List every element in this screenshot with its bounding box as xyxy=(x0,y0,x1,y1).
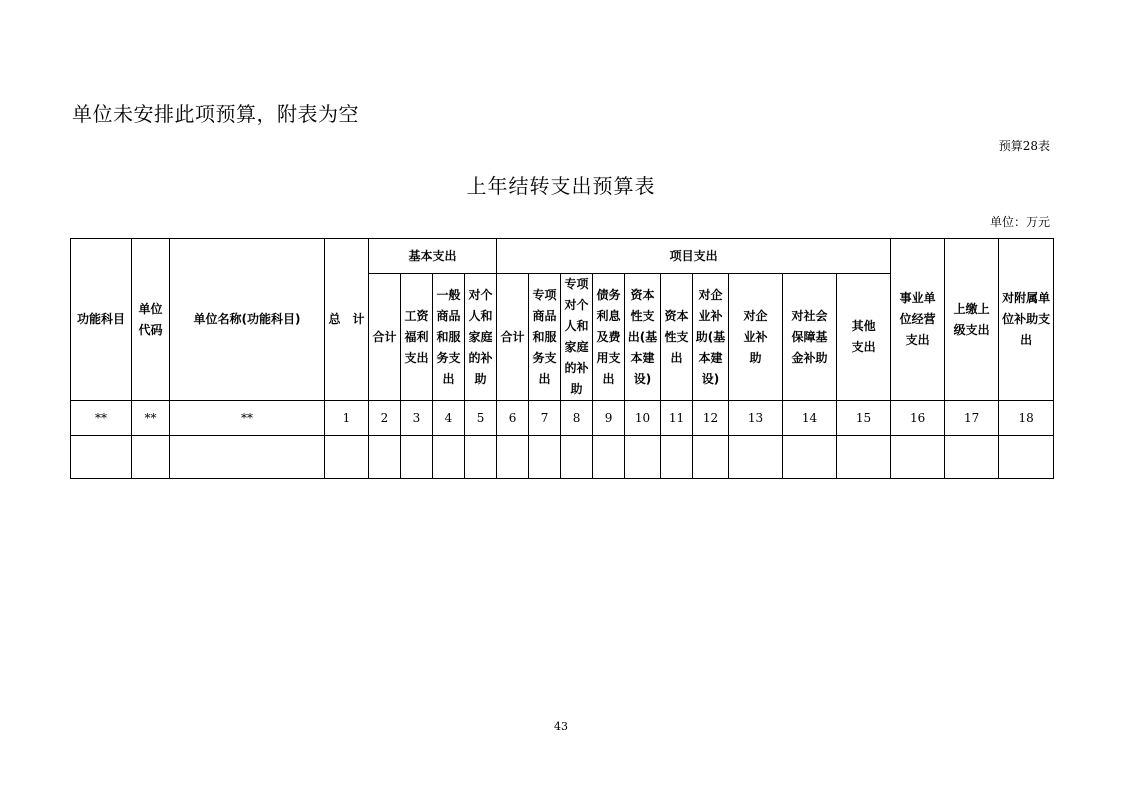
header-basic-household-subsidy: 对个人和家庭的补助 xyxy=(465,274,497,401)
header-project-social-security: 对社会保障基金补助 xyxy=(783,274,837,401)
index-col-6: 6 xyxy=(497,401,529,436)
form-number: 预算28表 xyxy=(998,139,1050,153)
index-col-16: 16 xyxy=(891,401,945,436)
index-col-14: 14 xyxy=(783,401,837,436)
index-col-2: 2 xyxy=(369,401,401,436)
index-col-3: 3 xyxy=(401,401,433,436)
index-col-12: 12 xyxy=(693,401,729,436)
carryover-budget-table xyxy=(70,238,1054,479)
header-total: 总 计 xyxy=(325,239,369,401)
index-col-15: 15 xyxy=(837,401,891,436)
header-superior-payment: 上缴上级支出 xyxy=(945,239,999,401)
header-project-other: 其他支出 xyxy=(837,274,891,401)
index-code: ** xyxy=(132,401,170,436)
header-basic-expenditure: 基本支出 xyxy=(369,239,497,274)
header-basic-wages: 工资福利支出 xyxy=(401,274,433,401)
index-col-5: 5 xyxy=(465,401,497,436)
index-col-7: 7 xyxy=(529,401,561,436)
header-project-debt-interest: 债务利息及费用支出 xyxy=(593,274,625,401)
header-project-enterprise-construction: 对企业补助(基本建设) xyxy=(693,274,729,401)
index-col-4: 4 xyxy=(433,401,465,436)
index-col-13: 13 xyxy=(729,401,783,436)
header-unit-code: 单位代码 xyxy=(132,239,170,401)
header-project-capital: 资本性支出 xyxy=(661,274,693,401)
header-project-capital-construction: 资本性支出(基本建设) xyxy=(625,274,661,401)
header-unit-name: 单位名称(功能科目) xyxy=(170,239,325,401)
header-project-household-subsidy: 专项对个人和家庭的补助 xyxy=(561,274,593,401)
index-col-10: 10 xyxy=(625,401,661,436)
index-name: ** xyxy=(170,401,325,436)
header-basic-subtotal: 合计 xyxy=(369,274,401,401)
index-col-11: 11 xyxy=(661,401,693,436)
index-col-1: 1 xyxy=(325,401,369,436)
header-subsidiary-subsidy: 对附属单位补助支出 xyxy=(999,239,1054,401)
empty-data-row xyxy=(71,436,1054,479)
index-col-8: 8 xyxy=(561,401,593,436)
page-number: 43 xyxy=(554,720,568,733)
header-project-enterprise-subsidy: 对企业补助 xyxy=(729,274,783,401)
header-func-subject: 功能科目 xyxy=(71,239,132,401)
header-project-goods-services: 专项商品和服务支出 xyxy=(529,274,561,401)
page-title: 上年结转支出预算表 xyxy=(466,174,656,198)
empty-table-notice: 单位未安排此项预算，附表为空 xyxy=(72,102,359,126)
header-basic-goods-services: 一般商品和服务支出 xyxy=(433,274,465,401)
index-func: ** xyxy=(71,401,132,436)
header-project-expenditure: 项目支出 xyxy=(497,239,891,274)
index-col-17: 17 xyxy=(945,401,999,436)
header-business-expenditure: 事业单位经营支出 xyxy=(891,239,945,401)
index-col-9: 9 xyxy=(593,401,625,436)
index-col-18: 18 xyxy=(999,401,1054,436)
unit-label: 单位：万元 xyxy=(989,215,1050,229)
header-project-subtotal: 合计 xyxy=(497,274,529,401)
